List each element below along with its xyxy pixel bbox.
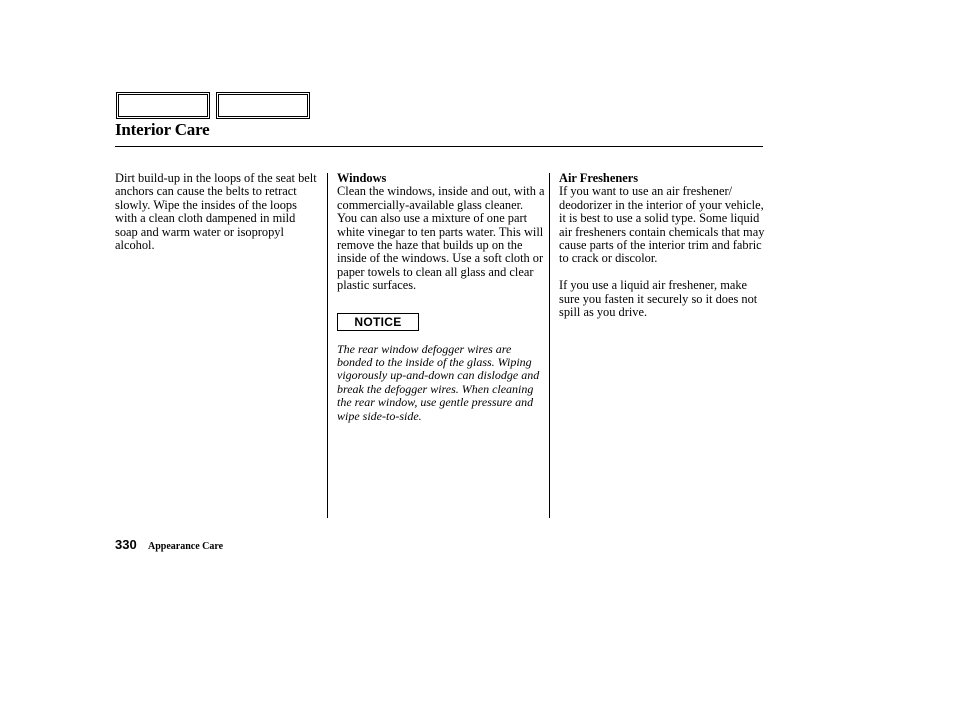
column-divider-1 [327,173,328,518]
title-divider [115,146,763,147]
air-fresheners-heading: Air Fresheners [559,171,639,185]
notice-text: The rear window defogger wires are bonded to the inside of the glass. Wiping vigorously up-and-down can dislodge and break the defogger wires. When cleaning the rear window, use gentle pressure and wipe side-to-side. [337,341,540,423]
windows-paragraph: Clean the windows, inside and out, with a commercially-available glass cleaner. You can also use a mixture of one part white vinegar to ten parts water. This will remove the haze that builds up on the inside of the windows. Use a soft cloth or paper towels to clean all glass and clear plastic surfaces. [337,184,545,293]
notice-badge [337,313,419,331]
page-number: 330 [115,537,137,552]
notice-label: NOTICE [354,314,402,329]
nav-button-previous[interactable] [116,92,210,119]
nav-button-next[interactable] [216,92,310,119]
column-right [559,172,765,319]
column-middle [337,172,545,423]
column-divider-2 [549,173,550,518]
air-fresheners-paragraph-2: If you use a liquid air freshener, make sure you fasten it securely so it does not spill as you drive. [559,278,758,320]
air-fresheners-paragraph-1: If you want to use an air freshener/ deodorizer in the interior of your vehicle, it is best to use a solid type. Some liquid air fresheners contain chemicals that may cause parts of the interior trim and fabric to crack or discolor. [559,184,765,266]
windows-heading: Windows [337,171,387,185]
section-name: Appearance Care [148,541,224,552]
column-left [115,172,321,252]
page-title: Interior Care [115,120,210,139]
seat-belt-paragraph: Dirt build-up in the loops of the seat belt anchors can cause the belts to retract slowly. Wipe the insides of the loops with a clean cloth dampened in mild soap and warm water or isopropyl alcohol. [115,171,317,253]
